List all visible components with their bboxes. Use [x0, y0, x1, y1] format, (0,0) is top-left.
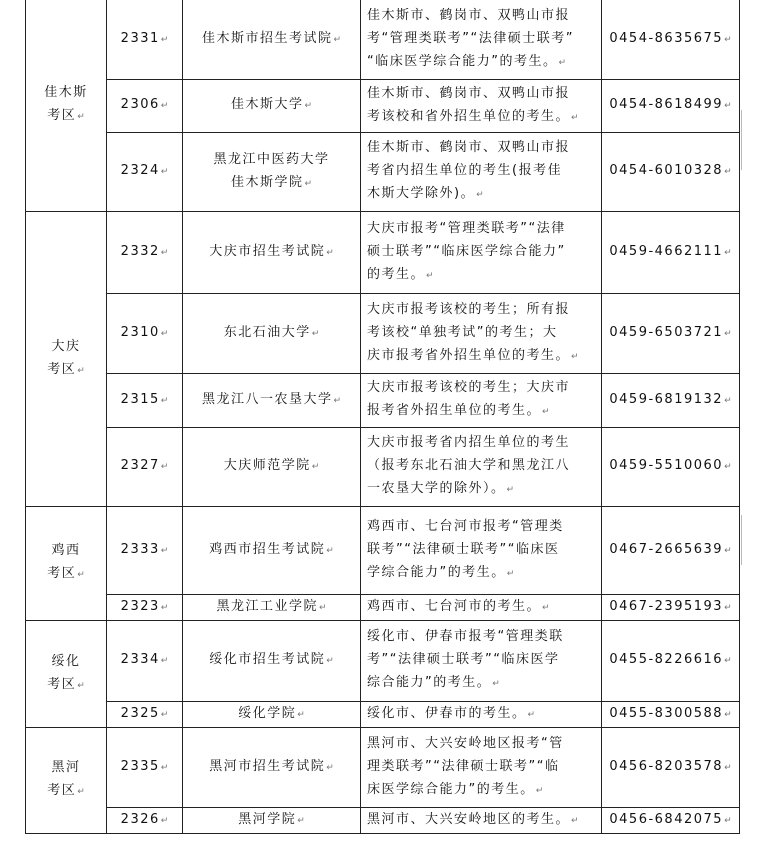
paragraph-mark: ↵	[724, 815, 732, 826]
paragraph-mark: ↵	[160, 602, 169, 613]
scope-cell	[361, 594, 602, 620]
candidate-scope: （报考东北石油大学和黑龙江八	[367, 458, 571, 473]
paragraph-mark: ↵	[724, 709, 732, 720]
paragraph-mark: ↵	[724, 167, 732, 177]
unit-cell	[183, 132, 361, 211]
scope-cell	[361, 211, 602, 293]
paragraph-mark: ↵	[326, 762, 334, 773]
table-row	[26, 373, 740, 427]
paragraph-mark: ↵	[333, 395, 342, 406]
site-code-cell	[107, 807, 183, 833]
scope-cell	[361, 427, 602, 506]
paragraph-mark: ↵	[160, 328, 169, 339]
candidate-scope: 绥化市、伊春市的考生。↵	[367, 705, 536, 721]
scope-cell	[361, 132, 602, 211]
scope-cell	[361, 373, 602, 427]
phone-cell	[602, 727, 740, 807]
paragraph-mark: ↵	[77, 365, 85, 376]
right-edge-mark	[741, 515, 742, 565]
table-row	[26, 727, 740, 807]
unit-cell	[183, 0, 361, 79]
scope-cell	[361, 293, 602, 373]
scope-cell	[361, 506, 602, 594]
unit-name: 大庆市招生考试院↵	[209, 243, 334, 259]
exam-site-table-page	[25, 0, 739, 834]
paragraph-mark: ↵	[304, 178, 313, 189]
candidate-scope: 考省内招生单位的考生(报考佳	[367, 163, 563, 178]
unit-name: 大庆师范学院↵	[223, 458, 320, 473]
paragraph-mark: ↵	[311, 328, 320, 339]
site-code-cell	[107, 293, 183, 373]
site-code-cell	[107, 427, 183, 506]
candidate-scope: 综合能力”的考生。↵	[367, 675, 500, 690]
paragraph-mark: ↵	[160, 395, 169, 406]
unit-name: 黑龙江八一农垦大学↵	[201, 391, 342, 407]
site-code: 2315↵	[120, 391, 169, 407]
unit-name: 佳木斯学院↵	[230, 174, 313, 190]
scope-cell	[361, 701, 602, 727]
site-code: 2323↵	[120, 598, 169, 614]
paragraph-mark: ↵	[160, 656, 169, 666]
paragraph-mark: ↵	[724, 101, 732, 111]
site-code-cell	[107, 132, 183, 211]
site-code-cell	[107, 79, 183, 132]
phone-cell	[602, 594, 740, 620]
phone-cell	[602, 701, 740, 727]
site-code-cell	[107, 211, 183, 293]
paragraph-mark: ↵	[558, 57, 567, 68]
paragraph-mark: ↵	[571, 351, 579, 362]
district-cell	[26, 727, 107, 833]
paragraph-mark: ↵	[571, 112, 579, 123]
paragraph-mark: ↵	[506, 485, 515, 495]
candidate-scope: 黑河市、大兴安岭地区的考生。↵	[367, 811, 579, 827]
phone-cell	[602, 373, 740, 427]
table-row	[26, 0, 740, 79]
unit-name: 佳木斯大学↵	[230, 97, 313, 112]
table-row	[26, 701, 740, 727]
paragraph-mark: ↵	[77, 112, 85, 123]
district-name: 考区↵	[47, 108, 85, 124]
site-code-cell	[107, 727, 183, 807]
unit-name: 鸡西市招生考试院↵	[209, 541, 334, 557]
district-cell	[26, 506, 107, 620]
paragraph-mark: ↵	[492, 679, 500, 689]
district-name: 绥化	[51, 653, 81, 669]
site-code-cell	[107, 594, 183, 620]
candidate-scope: 一农垦大学的除外）。↵	[367, 481, 515, 496]
district-name: 佳木斯	[44, 85, 88, 101]
table-row	[26, 594, 740, 620]
unit-cell	[183, 594, 361, 620]
phone-number: 0455-8226616↵	[609, 652, 732, 667]
candidate-scope: 考”“法律硕士联考”“临床医学	[367, 652, 560, 667]
phone-cell	[602, 79, 740, 132]
paragraph-mark: ↵	[318, 602, 327, 613]
candidate-scope: 考该校“单独考试”的考生；大	[367, 324, 558, 340]
paragraph-mark: ↵	[724, 656, 732, 666]
paragraph-mark: ↵	[724, 328, 732, 339]
candidate-scope: 理类联考”“法律硕士联考”“临	[367, 758, 560, 774]
scope-cell	[361, 79, 602, 132]
phone-number: 0454-8635675↵	[609, 30, 732, 46]
unit-cell	[183, 620, 361, 701]
site-code-cell	[107, 506, 183, 594]
paragraph-mark: ↵	[160, 247, 169, 258]
paragraph-mark: ↵	[160, 101, 169, 111]
site-code: 2334↵	[120, 652, 169, 667]
table-row	[26, 293, 740, 373]
paragraph-mark: ↵	[724, 762, 732, 773]
paragraph-mark: ↵	[527, 709, 536, 720]
phone-cell	[602, 506, 740, 594]
paragraph-mark: ↵	[160, 545, 169, 556]
scope-cell	[361, 0, 602, 79]
paragraph-mark: ↵	[476, 190, 484, 200]
district-name: 鸡西	[51, 543, 81, 558]
paragraph-mark: ↵	[160, 34, 169, 45]
unit-cell	[183, 373, 361, 427]
district-name: 大庆	[51, 338, 81, 354]
candidate-scope: 联考”“法律硕士联考”“临床医	[367, 541, 560, 557]
paragraph-mark: ↵	[77, 787, 85, 797]
phone-number: 0455-8300588↵	[609, 705, 732, 721]
phone-cell	[602, 132, 740, 211]
scope-cell	[361, 620, 602, 701]
unit-name: 佳木斯市招生考试院↵	[201, 30, 342, 46]
paragraph-mark: ↵	[426, 270, 434, 281]
site-code-cell	[107, 0, 183, 79]
paragraph-mark: ↵	[160, 167, 169, 177]
paragraph-mark: ↵	[160, 709, 169, 720]
unit-name: 黑河学院↵	[238, 811, 305, 827]
district-cell	[26, 0, 107, 211]
phone-cell	[602, 807, 740, 833]
candidate-scope: 佳木斯市、鹤岗市、双鸭山市报	[367, 7, 571, 23]
phone-number: 0459-6819132↵	[609, 391, 732, 407]
table-row	[26, 427, 740, 506]
candidate-scope: 大庆市报考“管理类联考”“法律	[367, 220, 566, 236]
unit-cell	[183, 807, 361, 833]
paragraph-mark: ↵	[304, 101, 313, 111]
candidate-scope: 木斯大学除外)。↵	[367, 186, 484, 201]
unit-cell	[183, 79, 361, 132]
phone-cell	[602, 293, 740, 373]
unit-cell	[183, 701, 361, 727]
paragraph-mark: ↵	[326, 656, 334, 666]
site-code: 2326↵	[120, 811, 169, 827]
phone-number: 0467-2395193↵	[609, 598, 732, 614]
candidate-scope: 的考生。↵	[367, 266, 434, 282]
phone-number: 0454-6010328↵	[609, 163, 732, 178]
site-code: 2332↵	[120, 243, 169, 259]
phone-number: 0456-8203578↵	[609, 758, 732, 774]
paragraph-mark: ↵	[542, 407, 550, 417]
phone-number: 0467-2665639↵	[609, 541, 732, 557]
phone-number: 0456-6842075↵	[609, 811, 732, 827]
table-body	[26, 0, 740, 833]
site-code: 2327↵	[120, 458, 169, 473]
phone-number: 0459-4662111↵	[609, 243, 732, 259]
district-name: 考区↵	[47, 783, 85, 798]
site-code-cell	[107, 620, 183, 701]
district-name: 考区↵	[47, 361, 85, 377]
paragraph-mark: ↵	[326, 545, 334, 556]
paragraph-mark: ↵	[160, 815, 169, 826]
table-row	[26, 506, 740, 594]
site-code: 2324↵	[120, 163, 169, 178]
candidate-scope: 佳木斯市、鹤岗市、双鸭山市报	[367, 85, 571, 101]
exam-site-table	[25, 0, 740, 834]
phone-cell	[602, 211, 740, 293]
unit-cell	[183, 427, 361, 506]
candidate-scope: 鸡西市、七台河市的考生。↵	[367, 598, 550, 614]
paragraph-mark: ↵	[311, 462, 320, 472]
paragraph-mark: ↵	[77, 570, 85, 580]
phone-cell	[602, 0, 740, 79]
unit-name: 东北石油大学↵	[223, 324, 320, 340]
table-row	[26, 807, 740, 833]
site-code: 2331↵	[120, 30, 169, 46]
site-code-cell	[107, 701, 183, 727]
paragraph-mark: ↵	[297, 709, 305, 720]
table-row	[26, 79, 740, 132]
unit-cell	[183, 211, 361, 293]
candidate-scope: 考“管理类联考”“法律硕士联考”	[367, 30, 574, 46]
candidate-scope: 大庆市报考该校的考生；所有报	[367, 301, 571, 317]
candidate-scope: 考该校和省外招生单位的考生。↵	[367, 108, 579, 124]
right-edge-mark	[741, 110, 742, 170]
district-name: 黑河	[51, 760, 81, 775]
phone-cell	[602, 427, 740, 506]
paragraph-mark: ↵	[724, 247, 732, 258]
table-row	[26, 620, 740, 701]
table-row	[26, 132, 740, 211]
phone-number: 0459-5510060↵	[609, 458, 732, 473]
candidate-scope: 庆市报考省外招生单位的考生。↵	[367, 347, 579, 363]
candidate-scope: “临床医学综合能力”的考生。↵	[367, 53, 567, 69]
phone-cell	[602, 620, 740, 701]
paragraph-mark: ↵	[535, 785, 544, 796]
candidate-scope: 鸡西市、七台河市报考“管理类	[367, 518, 564, 534]
candidate-scope: 大庆市报考该校的考生；大庆市	[367, 380, 571, 395]
site-code-cell	[107, 373, 183, 427]
district-cell	[26, 211, 107, 506]
paragraph-mark: ↵	[724, 602, 732, 613]
candidate-scope: 学综合能力”的考生。↵	[367, 564, 515, 580]
paragraph-mark: ↵	[724, 395, 732, 406]
scope-cell	[361, 807, 602, 833]
site-code: 2310↵	[120, 324, 169, 340]
candidate-scope: 黑河市、大兴安岭地区报考“管	[367, 735, 564, 751]
site-code: 2333↵	[120, 541, 169, 557]
table-row	[26, 211, 740, 293]
candidate-scope: 佳木斯市、鹤岗市、双鸭山市报	[367, 140, 571, 155]
paragraph-mark: ↵	[724, 545, 732, 556]
unit-name: 绥化市招生考试院↵	[209, 652, 334, 667]
paragraph-mark: ↵	[724, 462, 732, 472]
paragraph-mark: ↵	[160, 462, 169, 472]
unit-cell	[183, 727, 361, 807]
site-code: 2325↵	[120, 705, 169, 721]
site-code: 2335↵	[120, 758, 169, 774]
paragraph-mark: ↵	[326, 247, 334, 258]
unit-cell	[183, 506, 361, 594]
phone-number: 0454-8618499↵	[609, 97, 732, 112]
candidate-scope: 报考省外招生单位的考生。↵	[367, 403, 550, 418]
paragraph-mark: ↵	[77, 680, 85, 691]
phone-number: 0459-6503721↵	[609, 324, 732, 340]
unit-name: 绥化学院↵	[238, 705, 305, 721]
paragraph-mark: ↵	[506, 568, 515, 579]
paragraph-mark: ↵	[571, 815, 579, 826]
unit-name: 黑河市招生考试院↵	[209, 758, 334, 774]
paragraph-mark: ↵	[297, 815, 305, 826]
candidate-scope: 硕士联考”“临床医学综合能力”	[367, 243, 566, 259]
district-name: 考区↵	[47, 566, 85, 581]
paragraph-mark: ↵	[333, 34, 342, 45]
unit-name: 黑龙江工业学院↵	[216, 598, 327, 614]
paragraph-mark: ↵	[724, 34, 732, 45]
site-code: 2306↵	[120, 97, 169, 112]
paragraph-mark: ↵	[542, 602, 550, 613]
unit-cell	[183, 293, 361, 373]
candidate-scope: 绥化市、伊春市报考“管理类联	[367, 629, 564, 644]
unit-name: 黑龙江中医药大学	[213, 151, 330, 167]
scope-cell	[361, 727, 602, 807]
candidate-scope: 大庆市报考省内招生单位的考生	[367, 435, 571, 450]
district-cell	[26, 620, 107, 727]
candidate-scope: 床医学综合能力”的考生。↵	[367, 781, 544, 797]
district-name: 考区↵	[47, 676, 85, 692]
paragraph-mark: ↵	[160, 762, 169, 773]
